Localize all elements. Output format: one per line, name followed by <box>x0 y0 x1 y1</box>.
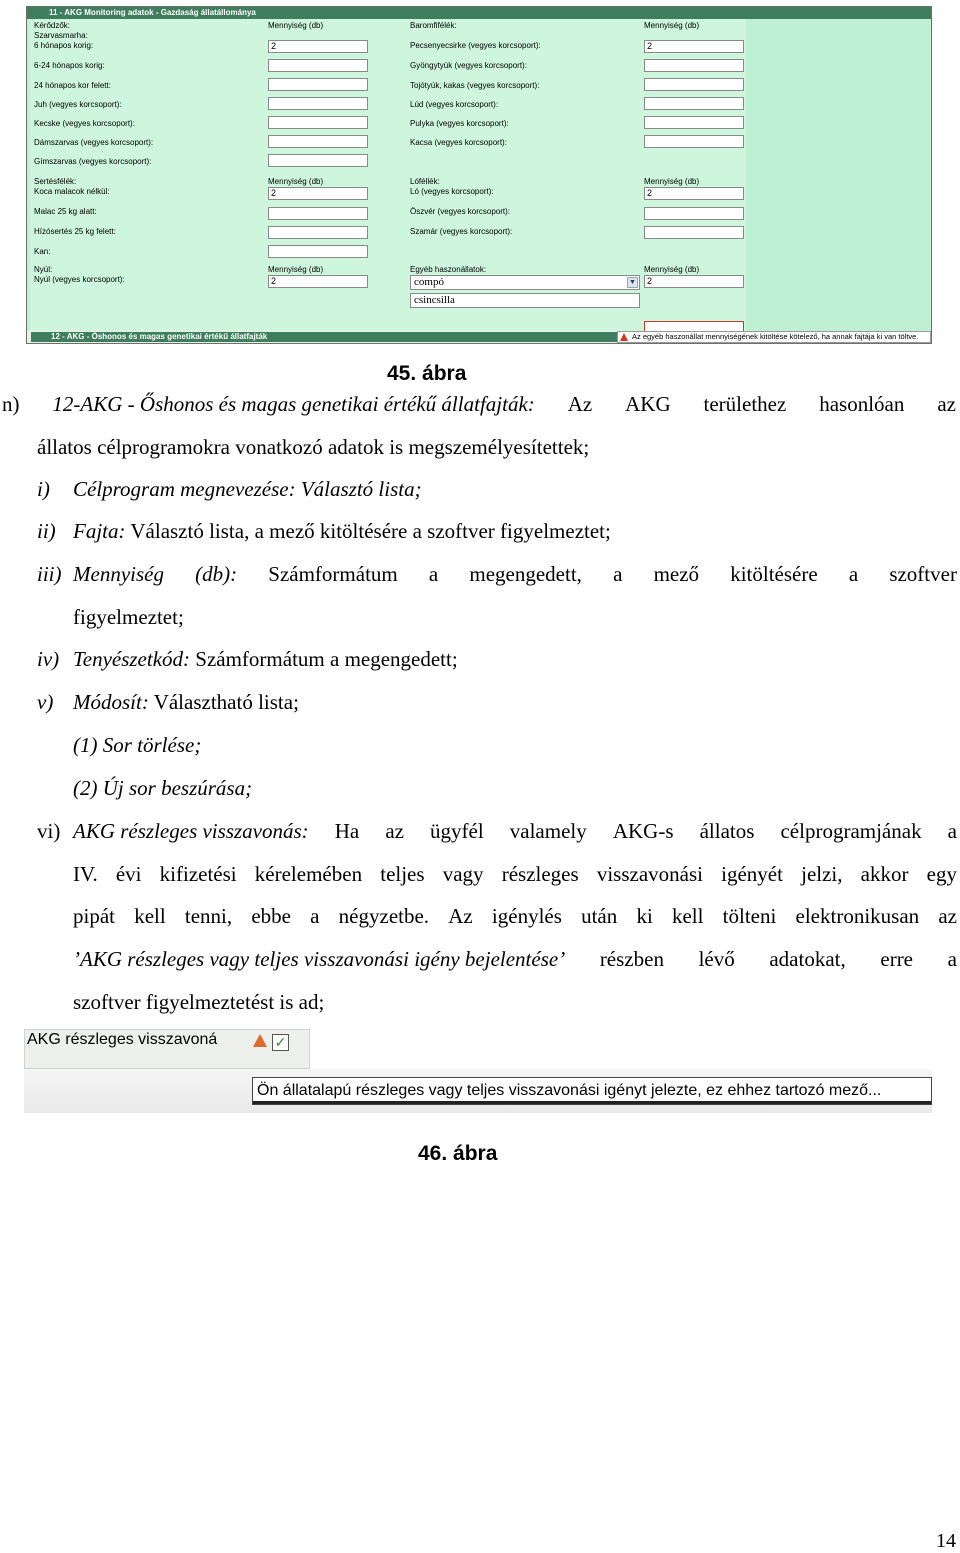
word: kell <box>134 904 166 928</box>
chevron-down-icon[interactable]: ▼ <box>627 277 638 288</box>
section-12-header: 12 - AKG - Őshonos és magas genetikai értékű állatfajták <box>31 332 617 342</box>
label-tojotyuk: Tojótyúk, kakas (vegyes korcsoport): <box>410 81 540 90</box>
word: teljes <box>380 862 425 886</box>
word: egy <box>926 862 957 886</box>
qty-field[interactable] <box>644 97 744 110</box>
word: visszavonási <box>596 862 703 886</box>
word: adatokat, <box>769 947 846 971</box>
word: évi <box>115 862 142 886</box>
page-number: 14 <box>936 1530 956 1552</box>
item-v-title: Módosít: <box>73 690 149 714</box>
word: Az <box>567 392 593 416</box>
qty-header: Mennyiség (db) <box>268 21 324 30</box>
word: igénylés <box>491 904 562 928</box>
qty-header: Mennyiség (db) <box>268 265 324 274</box>
word: Ha <box>334 819 360 843</box>
label-pulyka: Pulyka (vegyes korcsoport): <box>410 119 509 128</box>
qty-field[interactable] <box>644 226 744 239</box>
label-oszver: Öszvér (vegyes korcsoport): <box>410 207 511 216</box>
item-ii-rest: Választó lista, a mező kitöltésére a szoftver figyelmeztet; <box>125 519 611 543</box>
item-vi-label-line <box>37 819 60 843</box>
label-malac: Malac 25 kg alatt: <box>34 207 97 216</box>
item-n-line1 <box>2 392 956 416</box>
item-vi-label: vi) <box>37 819 61 843</box>
item-iv-rest: Számformátum a megengedett; <box>190 647 458 671</box>
word: szoftver <box>889 562 957 586</box>
item-v-rest: Választható lista; <box>148 690 299 714</box>
label-gyongytyuk: Gyöngytyúk (vegyes korcsoport): <box>410 61 527 70</box>
item-v-2: (2) Új sor beszúrása; <box>73 776 253 800</box>
item-vi-line5: szoftver figyelmeztetést is ad; <box>73 990 325 1014</box>
word: a <box>947 819 957 843</box>
label-lofelek: Lóféllék: <box>410 177 440 186</box>
label-damszarvas: Dámszarvas (vegyes korcsoport): <box>34 138 154 147</box>
figure-46-caption: 46. ábra <box>418 1142 498 1165</box>
word: ügyfél <box>430 819 484 843</box>
word: Az <box>448 904 473 928</box>
word: után <box>581 904 618 928</box>
qty-field[interactable]: 2 <box>268 187 368 200</box>
label-koca: Koca malacok nélkül: <box>34 187 110 196</box>
partial-withdrawal-label: AKG részleges visszavoná <box>27 1031 218 1048</box>
label-kecske: Kecske (vegyes korcsoport): <box>34 119 135 128</box>
species-select-value: csincsilla <box>414 294 455 306</box>
word: ebbe <box>251 904 291 928</box>
word: Mennyiség <box>73 562 164 586</box>
word: kell <box>671 904 704 928</box>
qty-field[interactable] <box>644 59 744 72</box>
warning-icon <box>620 333 628 341</box>
partial-withdrawal-checkbox[interactable]: ✓ <box>272 1034 289 1051</box>
word: erre <box>880 947 914 971</box>
word: tenni, <box>184 904 233 928</box>
word: a <box>848 562 859 586</box>
word: AKG <box>625 392 671 416</box>
item-ii <box>37 519 611 543</box>
word: részben <box>599 947 664 971</box>
item-iv-text <box>73 647 458 671</box>
item-ii-label: ii) <box>37 519 56 543</box>
item-v-label: v) <box>37 690 54 714</box>
word: célprogramjának <box>780 819 922 843</box>
word: kifizetési <box>159 862 237 886</box>
word: állatos <box>699 819 755 843</box>
label-kerodzok: Kérődzők: <box>34 21 71 30</box>
qty-field[interactable]: 2 <box>644 275 744 288</box>
word: (db): <box>195 562 238 586</box>
qty-field[interactable]: 2 <box>644 40 744 53</box>
word: területhez <box>703 392 787 416</box>
qty-field[interactable] <box>268 97 368 110</box>
word: vagy <box>442 862 484 886</box>
label-hizosertes: Hízósertés 25 kg felett: <box>34 227 116 236</box>
item-iv-label: iv) <box>37 647 60 671</box>
qty-field[interactable] <box>268 154 368 167</box>
word: kérelemében <box>254 862 363 886</box>
item-iii-label-line <box>37 562 62 586</box>
label-juh: Juh (vegyes korcsoport): <box>34 100 122 109</box>
qty-field[interactable] <box>268 207 368 220</box>
item-iv <box>37 647 458 671</box>
item-ii-title: Fajta: <box>73 519 126 543</box>
qty-field[interactable] <box>644 116 744 129</box>
item-i-text: Célprogram megnevezése: Választó lista; <box>73 477 422 501</box>
word: a <box>947 947 957 971</box>
word: az <box>938 904 957 928</box>
qty-header: Mennyiség (db) <box>644 21 700 30</box>
label-kacsa: Kacsa (vegyes korcsoport): <box>410 138 507 147</box>
qty-field[interactable]: 2 <box>268 40 368 53</box>
warning-message-bar: Ön állatalapú részleges vagy teljes visszavonási igényt jelezte, ez ehhez tartozó mező... <box>252 1077 932 1105</box>
word: valamely <box>509 819 587 843</box>
figure-46-checkbox-row <box>24 1029 310 1069</box>
qty-header: Mennyiség (db) <box>268 177 324 186</box>
word: igényét <box>721 862 783 886</box>
word: négyzetbe. <box>338 904 430 928</box>
item-i <box>37 477 422 501</box>
word: részleges <box>501 862 579 886</box>
word: ki <box>636 904 653 928</box>
section-11-header: 11 - AKG Monitoring adatok - Gazdaság állatállománya <box>27 7 931 19</box>
label-nyul-vegyes: Nyúl (vegyes korcsoport): <box>34 275 125 284</box>
validation-warning-text: Az egyéb haszonállat mennyiségének kitöltése kötelező, ha annak fajtája ki van töltve. <box>632 332 919 341</box>
item-iii-label: iii) <box>37 562 62 586</box>
form-bottom-bar <box>27 331 931 344</box>
item-vi-title: AKG részleges visszavonás: <box>73 819 309 843</box>
item-ii-text <box>73 519 611 543</box>
species-select[interactable] <box>410 293 640 308</box>
item-vi-line1 <box>73 819 957 843</box>
word: tölteni <box>722 904 777 928</box>
item-n-label: n) <box>2 392 20 416</box>
figure-45-screenshot <box>26 6 932 344</box>
qty-field[interactable]: 2 <box>268 275 368 288</box>
word: az <box>937 392 956 416</box>
qty-field[interactable] <box>644 135 744 148</box>
qty-field[interactable]: 2 <box>644 187 744 200</box>
label-lo: Ló (vegyes korcsoport): <box>410 187 494 196</box>
qty-header: Mennyiség (db) <box>644 177 700 186</box>
qty-field[interactable] <box>268 116 368 129</box>
item-v <box>37 690 299 714</box>
form-section-title: ’AKG részleges vagy teljes visszavonási igény bejelentése’ <box>73 947 566 971</box>
label-szamar: Szamár (vegyes korcsoport): <box>410 227 513 236</box>
validation-warning <box>617 331 931 343</box>
qty-field[interactable] <box>644 78 744 91</box>
label-gimszarvas: Gímszarvas (vegyes korcsoport): <box>34 157 152 166</box>
item-vi-line2 <box>73 862 957 886</box>
word: a <box>428 562 439 586</box>
word: elektronikusan <box>795 904 920 928</box>
item-iv-title: Tenyészetkód: <box>73 647 191 671</box>
word: hasonlóan <box>819 392 905 416</box>
item-v-text <box>73 690 299 714</box>
word: akkor <box>860 862 909 886</box>
word: a <box>613 562 623 586</box>
item-iii-line1 <box>73 562 957 586</box>
word: a <box>310 904 320 928</box>
qty-field[interactable] <box>268 78 368 91</box>
label-egyeb: Egyéb haszonállatok: <box>410 265 487 274</box>
word: mező <box>653 562 700 586</box>
label-lud: Lúd (vegyes korcsoport): <box>410 100 499 109</box>
figure-45-caption: 45. ábra <box>387 362 467 385</box>
qty-field[interactable] <box>268 245 368 258</box>
word: megengedett, <box>469 562 582 586</box>
word: jelzi, <box>801 862 843 886</box>
word: AKG-s <box>612 819 674 843</box>
qty-field[interactable] <box>268 135 368 148</box>
label-6-24-honapos: 6-24 hónapos korig: <box>34 61 105 70</box>
qty-header: Mennyiség (db) <box>644 265 700 274</box>
qty-field[interactable] <box>644 207 744 220</box>
label-24-honapos: 24 hónapos kor felett: <box>34 81 111 90</box>
word: lévő <box>698 947 735 971</box>
label-szarvasmarha: Szarvasmarha: <box>34 31 88 40</box>
warning-icon <box>253 1034 267 1047</box>
word: IV. <box>73 862 98 886</box>
qty-field[interactable] <box>268 226 368 239</box>
word: kitöltésére <box>730 562 818 586</box>
label-kan: Kan: <box>34 247 51 256</box>
item-v-1: (1) Sor törlése; <box>73 733 202 757</box>
qty-field[interactable] <box>268 59 368 72</box>
word: pipát <box>73 904 115 928</box>
item-vi-line3 <box>73 904 957 928</box>
word: az <box>385 819 404 843</box>
species-select[interactable] <box>410 275 640 290</box>
label-sertesfelek: Sertésfélék: <box>34 177 77 186</box>
label-pecsenyecsirke: Pecsenyecsirke (vegyes korcsoport): <box>410 41 541 50</box>
item-iii-line2: figyelmeztet; <box>73 605 184 629</box>
word: Számformátum <box>268 562 398 586</box>
label-6-honapos: 6 hónapos korig: <box>34 41 94 50</box>
label-nyul: Nyúl: <box>34 265 53 274</box>
livestock-form <box>30 19 746 331</box>
item-n-line2: állatos célprogramokra vonatkozó adatok is megszemélyesítettek; <box>37 435 590 459</box>
species-select-value: compó <box>414 276 444 288</box>
item-n-title: 12-AKG - Őshonos és magas genetikai értékű állatfajták: <box>52 392 535 416</box>
label-baromfifelek: Baromfifélék: <box>410 21 457 30</box>
item-vi-line4 <box>73 947 957 971</box>
item-i-label: i) <box>37 477 50 501</box>
